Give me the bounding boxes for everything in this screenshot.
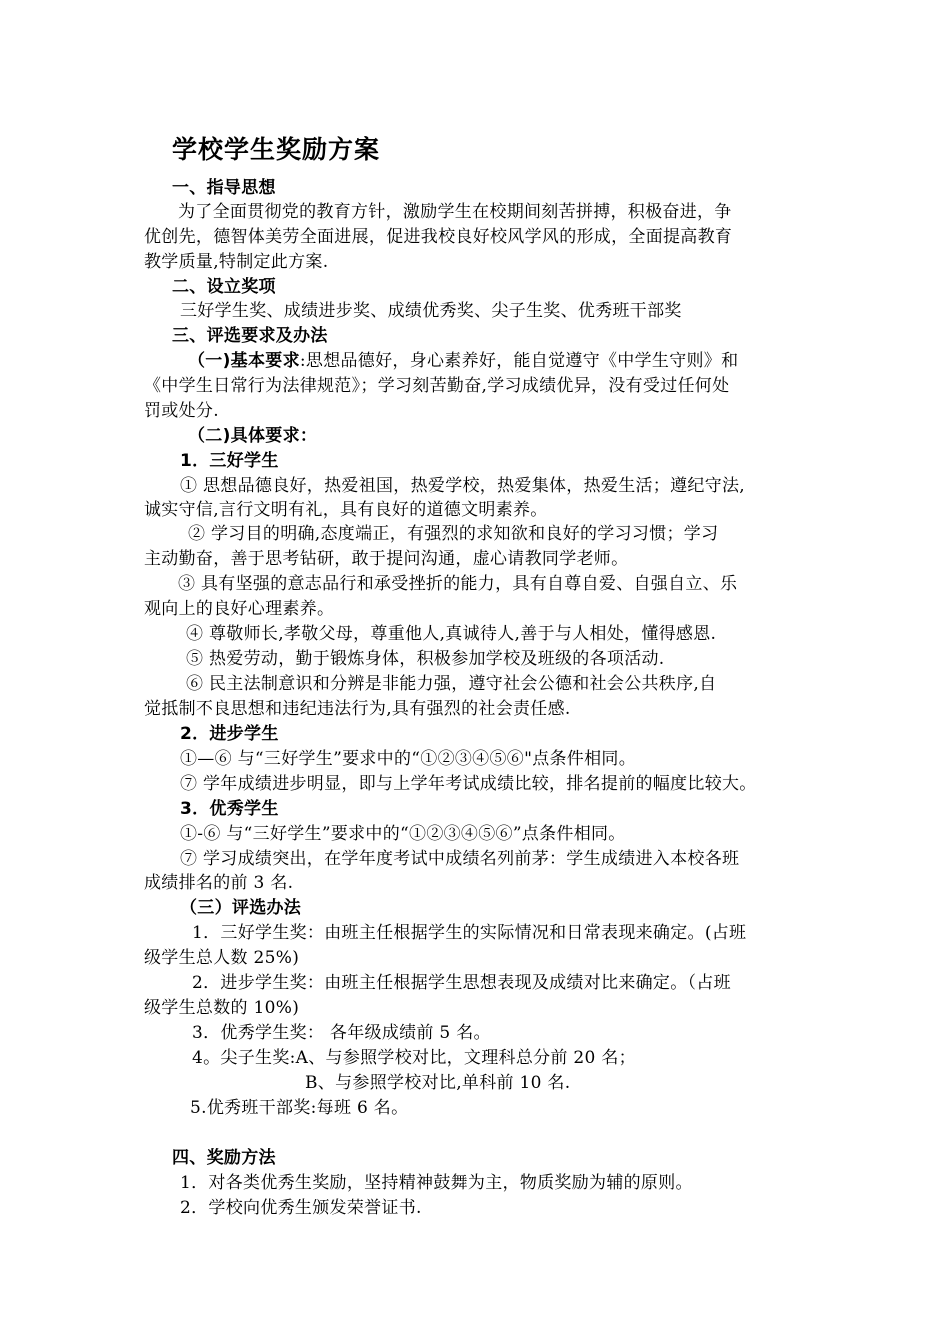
list-item: ⑦ 学年成绩进步明显，即与上学年考试成绩比较，排名提前的幅度比较大。	[180, 774, 757, 794]
paragraph-line: 三好学生奖、成绩进步奖、成绩优秀奖、尖子生奖、优秀班干部奖	[180, 301, 682, 321]
list-item: 级学生总数的 10%)	[144, 998, 300, 1018]
list-item: 3．优秀学生奖： 各年级成绩前 5 名。	[192, 1023, 491, 1043]
specific-requirements-label: （二)具体要求：	[188, 426, 318, 446]
list-item: ① 思想品德良好，热爱祖国，热爱学校，热爱集体，热爱生活；遵纪守法,	[180, 476, 746, 496]
list-item: 级学生总人数 25%)	[144, 948, 300, 968]
list-item: ③ 具有坚强的意志品行和承受挫折的能力，具有自尊自爱、自强自立、乐	[178, 574, 738, 594]
paragraph-line: 教学质量,特制定此方案.	[144, 252, 329, 272]
list-item: ⑦ 学习成绩突出，在学年度考试中成绩名列前茅：学生成绩进入本校各班	[180, 849, 740, 869]
document-title: 学校学生奖励方案	[172, 135, 381, 164]
subsection-heading-sanhao: 1．三好学生	[180, 451, 279, 471]
paragraph-line: 1．对各类优秀生奖励，坚持精神鼓舞为主，物质奖励为辅的原则。	[180, 1173, 693, 1193]
list-item: 成绩排名的前 3 名.	[144, 873, 294, 893]
list-item: 观向上的良好心理素养。	[144, 599, 335, 619]
paragraph-line	[188, 349, 738, 373]
paragraph-line: 《中学生日常行为法律规范》；学习刻苦勤奋,学习成绩优异，没有受过任何处	[144, 376, 730, 396]
list-item: ⑥ 民主法制意识和分辨是非能力强，遵守社会公德和社会公共秩序,自	[186, 674, 717, 694]
paragraph-line: 为了全面贯彻党的教育方针，激励学生在校期间刻苦拼搏，积极奋进，争	[178, 202, 732, 222]
list-item: 5.优秀班干部奖:每班 6 名。	[190, 1098, 409, 1118]
list-item: 觉抵制不良思想和违纪违法行为,具有强烈的社会责任感.	[144, 699, 571, 719]
basic-requirements-text: :思想品德好，身心素养好，能自觉遵守《中学生守则》和	[299, 351, 739, 371]
subsection-heading-jinbu: 2．进步学生	[180, 724, 279, 744]
list-item: ② 学习目的明确,态度端正，有强烈的求知欲和良好的学习习惯；学习	[188, 524, 719, 544]
list-item: 主动勤奋，善于思考钻研，敢于提问沟通，虚心请教同学老师。	[144, 549, 629, 569]
list-item: ⑤ 热爱劳动，勤于锻炼身体，积极参加学校及班级的各项活动.	[186, 649, 665, 669]
basic-requirements-label: （一)基本要求	[188, 351, 300, 371]
section-heading-guiding: 一、指导思想	[172, 178, 276, 198]
section-heading-criteria: 三、评选要求及办法	[172, 326, 328, 346]
list-item: 4。尖子生奖:A、与参照学校对比，文理科总分前 20 名；	[192, 1048, 636, 1068]
list-item: ①—⑥ 与“三好学生”要求中的“①②③④⑤⑥"点条件相同。	[180, 749, 636, 769]
subsection-heading-youxiu: 3．优秀学生	[180, 799, 279, 819]
list-item: 2．进步学生奖：由班主任根据学生思想表现及成绩对比来确定。（占班	[192, 973, 731, 993]
paragraph-line: 罚或处分.	[144, 401, 219, 421]
list-item: 诚实守信,言行文明有礼，具有良好的道德文明素养。	[144, 500, 548, 520]
list-item: ①-⑥ 与“三好学生”要求中的“①②③④⑤⑥”点条件相同。	[180, 824, 626, 844]
paragraph-line: 优创先，德智体美劳全面进展，促进我校良好校风学风的形成，全面提高教育	[144, 227, 733, 247]
list-item: 1．三好学生奖：由班主任根据学生的实际情况和日常表现来确定。(占班	[192, 923, 747, 943]
section-heading-awards: 二、设立奖项	[172, 277, 276, 297]
section-heading-rewards: 四、奖励方法	[172, 1148, 276, 1168]
paragraph-line: 2．学校向优秀生颁发荣誉证书.	[180, 1198, 422, 1218]
list-item: B、与参照学校对比,单科前 10 名.	[305, 1073, 571, 1093]
subsection-heading-method: （三）评选办法	[180, 898, 302, 918]
list-item: ④ 尊敬师长,孝敬父母，尊重他人,真诚待人,善于与人相处，懂得感恩.	[186, 624, 717, 644]
